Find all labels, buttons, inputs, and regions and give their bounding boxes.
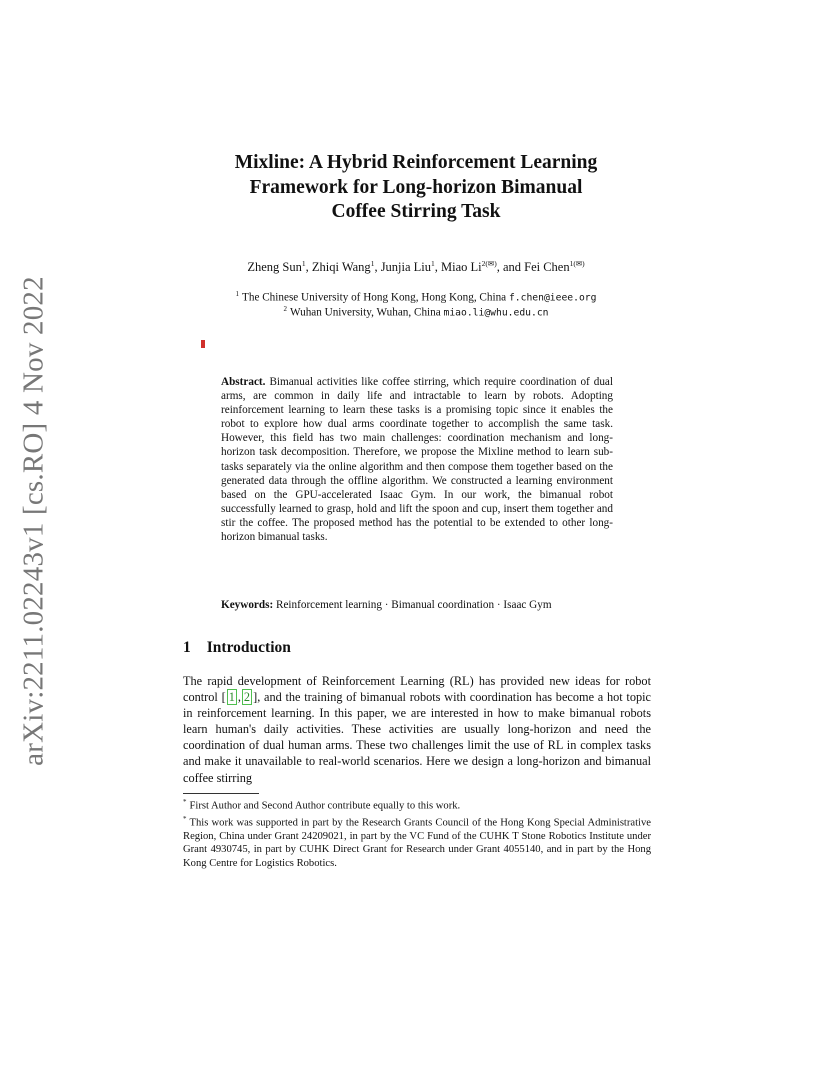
section-number: 1 — [183, 639, 191, 656]
affil-email[interactable]: miao.li@whu.edu.cn — [443, 307, 549, 319]
footnote-text: First Author and Second Author contribute equally to this work. — [189, 800, 461, 812]
author-affil-mark: 2(✉) — [481, 259, 497, 268]
author-name: Miao Li — [441, 260, 482, 275]
section-title: Introduction — [206, 639, 291, 656]
author-name: Zheng Sun — [247, 260, 302, 275]
author-separator: , — [305, 260, 312, 275]
keywords-label: Keywords: — [221, 599, 274, 611]
author-affil-mark: 1(✉) — [569, 259, 585, 268]
arxiv-id: arXiv:2211.02243v1 [cs.RO] 4 Nov 2022 — [17, 276, 50, 766]
author-separator: , and — [496, 260, 525, 275]
keywords-text: Reinforcement learning · Bimanual coordination · Isaac Gym — [276, 599, 552, 611]
intro-paragraph: The rapid development of Reinforcement Learning (RL) has provided new ideas for robot control [ 1 , 2 ], and the training of bimanual robots with coordination has become a hot topic in reinforcement learning. In this paper, we are interested in how to make bimanual robots learn human's daily activities. These activities are usually long-horizon and need the coordination of dual human arms. These two challenges limit the use of RL in complex tasks and make it unavailable to real-world scenarios. Here we design a long-horizon and bimanual coffee stirring — [183, 674, 651, 785]
footnotes — [183, 796, 651, 870]
title-line: Mixline: A Hybrid Reinforcement Learning — [234, 152, 598, 173]
orcid-marker[interactable] — [201, 340, 205, 348]
title-line: Coffee Stirring Task — [331, 201, 501, 222]
title-line: Framework for Long-horizon Bimanual — [249, 176, 583, 198]
keywords — [221, 599, 621, 611]
footnote — [183, 813, 651, 870]
affil-mark: 1 — [235, 290, 240, 298]
affil-text: The Chinese University of Hong Kong, Hong Kong, China — [242, 291, 507, 304]
author-separator: , — [434, 260, 442, 275]
footnote-mark: * — [183, 814, 187, 823]
author-affil-mark: 1 — [370, 259, 375, 268]
author-affil-mark: 1 — [431, 259, 435, 268]
author-affil-mark: 1 — [301, 259, 306, 268]
abstract-label: Abstract. — [221, 376, 266, 388]
abstract-text: Bimanual activities like coffee stirring, which require coordination of dual arms, are common in daily life and intractable to learn by robots. Adopting reinforcement learning to learn these tasks is a promising topic since it enables the robot to explore how dual arms coordinate together to accomplish the same task. However, this field has two main challenges: coordination mechanism and long-horizon task decomposition. Therefore, we propose the Mixline method to learn sub-tasks separately via the online algorithm and then compose them together based on the generated data through the offline algorithm. We constructed a learning environment based on the GPU-accelerated Isaac Gym. In our work, the bimanual robot successfully learned to grasp, hold and lift the spoon and cup, insert them together and stir the coffee. The proposed method has the potential to be extended to other long-horizon bimanual tasks. — [221, 376, 614, 544]
author-name: Fei Chen — [524, 260, 570, 275]
citation-link[interactable]: 2 — [243, 690, 251, 705]
author-separator: , — [374, 260, 381, 275]
footnote-text: This work was supported in part by the Research Grants Council of the Hong Kong Special Administrative Region, China under Grant 24209021, in part by the VC Fund of the CUHK T Stone Robotics Institute under Grant 4930745, in part by CUHK Direct Grant for Research under Grant 4055140, and in part by the Hong Kong Centre for Logistics Robotics. — [183, 817, 651, 869]
footnote — [183, 796, 651, 813]
citation-link[interactable]: 1 — [228, 690, 235, 705]
footnote-rule — [183, 793, 259, 794]
affil-text: Wuhan University, Wuhan, China — [289, 306, 441, 319]
footnote-mark: * — [183, 798, 187, 806]
abstract — [221, 375, 613, 544]
intro-text: The rapid development of Reinforcement Learning (RL) has provided new ideas for robot control — [183, 674, 651, 705]
author-name: Junjia Liu — [380, 260, 432, 275]
affil-email[interactable]: f.chen@ieee.org — [508, 292, 597, 304]
affiliation — [150, 290, 682, 304]
affil-mark: 2 — [283, 305, 287, 313]
affiliation — [150, 305, 682, 319]
section-heading — [183, 639, 291, 657]
arxiv-sidebar-stamp — [14, 276, 54, 766]
author-list — [150, 259, 682, 275]
intro-text: , and the training of bimanual robots with coordination has become a hot topic in reinforcement learning. In this paper, we are interested in how to make bimanual robots learn human's daily activities. These activities are usually long-horizon and need the coordination of dual human arms. These two challenges limit the use of RL in complex tasks and make it unavailable to real-world scenarios. Here we design a long-horizon and bimanual coffee stirring — [183, 690, 651, 785]
paper-title — [150, 151, 682, 225]
author-name: Zhiqi Wang — [311, 260, 371, 275]
